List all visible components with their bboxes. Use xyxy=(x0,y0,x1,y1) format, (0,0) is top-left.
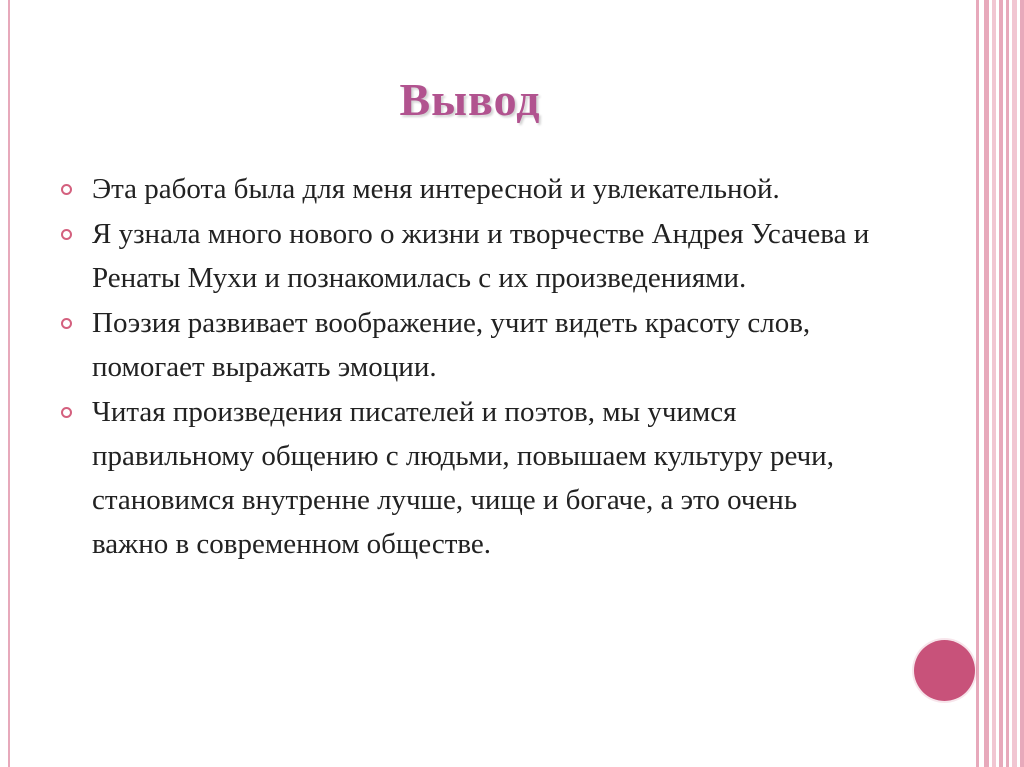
bullet-item xyxy=(60,301,880,389)
ring-bullet-icon xyxy=(61,184,72,195)
stripe xyxy=(992,0,996,767)
bullet-text: Я узнала много нового о жизни и творчестве Андрея Усачева и Ренаты Мухи и познакомилась с их произведениями. xyxy=(92,218,870,294)
bullet-item xyxy=(60,167,880,211)
stripe xyxy=(1020,0,1024,767)
bullet-item xyxy=(60,212,880,300)
right-decorative-stripes xyxy=(976,0,1024,767)
decorative-circle xyxy=(914,640,975,701)
bullet-item xyxy=(60,390,880,566)
ring-bullet-icon xyxy=(61,318,72,329)
stripe xyxy=(999,0,1003,767)
slide-title: Вывод xyxy=(399,74,541,125)
bullet-text: Эта работа была для меня интересной и увлекательной. xyxy=(92,173,780,205)
stripe xyxy=(1006,0,1009,767)
bullet-list xyxy=(60,167,880,566)
stripe xyxy=(984,0,989,767)
ring-bullet-icon xyxy=(61,407,72,418)
bullet-text: Читая произведения писателей и поэтов, мы учимся правильному общению с людьми, повышаем культуру речи, становимся внутренне лучше, чище и богаче, а это очень важно в современном обществе. xyxy=(92,396,834,560)
stripe xyxy=(976,0,979,767)
ring-bullet-icon xyxy=(61,229,72,240)
bullet-text: Поэзия развивает воображение, учит видеть красоту слов, помогает выражать эмоции. xyxy=(92,307,811,383)
stripe xyxy=(1012,0,1017,767)
